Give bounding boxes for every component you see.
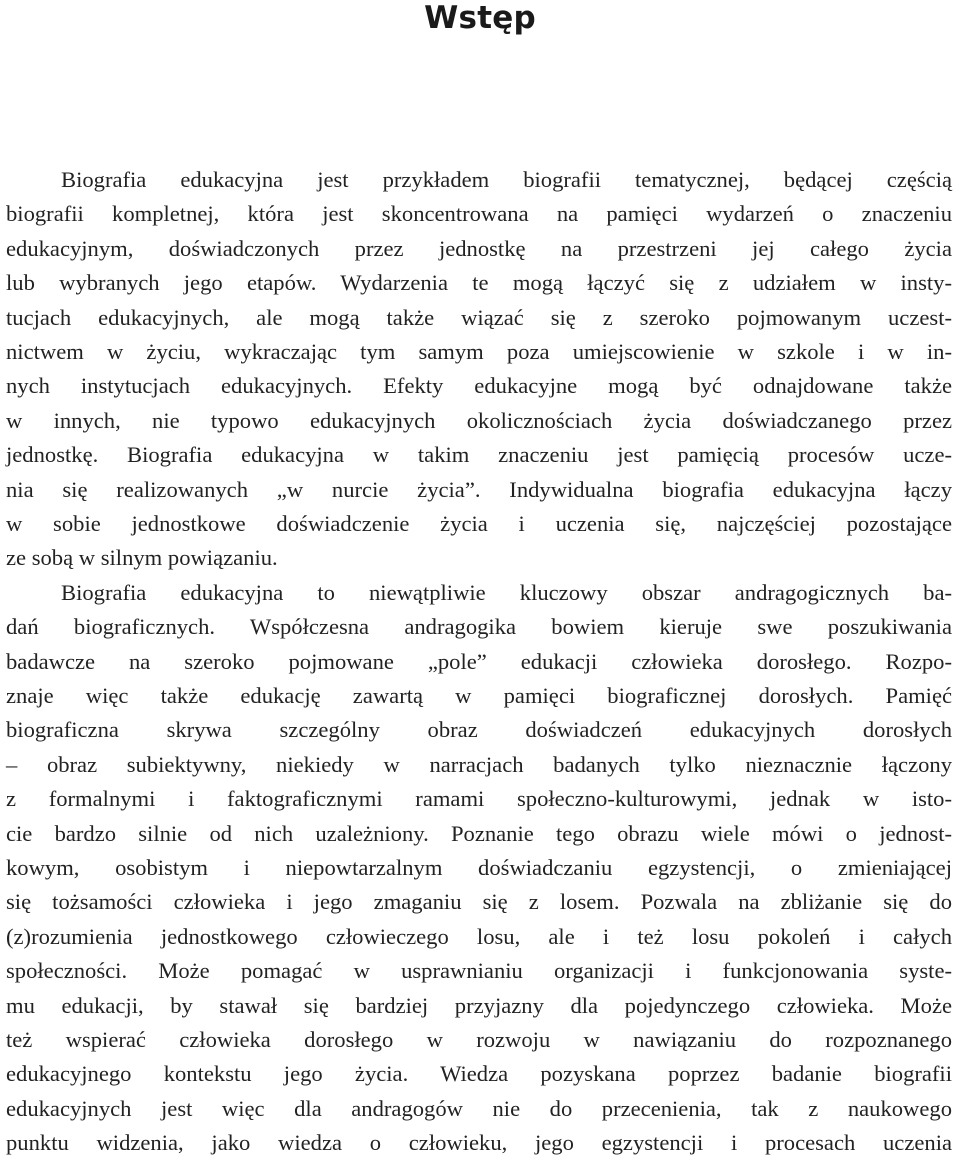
text-line: (z)rozumienia jednostkowego człowieczego losu, ale i też losu pokoleń i całych xyxy=(6,923,952,949)
text-line: nictwem w życiu, wykraczając tym samym poza umiejscowienie w szkole i w in- xyxy=(6,339,952,364)
text-line: dań biograficznych. Współczesna andragogika bowiem kieruje swe poszukiwania xyxy=(6,614,952,640)
text-line: Biografia edukacyjna jest przykładem biografii tematycznej, będącej częścią xyxy=(61,167,952,192)
text-line: się tożsamości człowieka i jego zmaganiu się z losem. Pozwala na zbliżanie się do xyxy=(6,889,952,915)
text-line: z formalnymi i faktograficznymi ramami społeczno-kulturowymi, jednak w isto- xyxy=(6,786,952,812)
text-line: lub wybranych jego etapów. Wydarzenia te mogą łączyć się z udziałem w insty- xyxy=(6,270,952,296)
text-line: cie bardzo silnie od nich uzależniony. Poznanie tego obrazu wiele mówi o jednost- xyxy=(6,820,952,846)
text-line: badawcze na szeroko pojmowane „pole” edukacji człowieka dorosłego. Rozpo- xyxy=(6,648,952,674)
text-line: nia się realizowanych „w nurcie życia”. Indywidualna biografia edukacyjna łączy xyxy=(6,476,952,502)
text-line: edukacyjnego kontekstu jego życia. Wiedza pozyskana poprzez badanie biografii xyxy=(6,1061,952,1087)
text-line: też wspierać człowieka dorosłego w rozwoju w nawiązaniu do rozpoznanego xyxy=(6,1027,952,1052)
text-line: w sobie jednostkowe doświadczenie życia i uczenia się, najczęściej pozostające xyxy=(6,511,952,536)
page-title: Wstęp xyxy=(424,0,536,36)
text-line: znaje więc także edukację zawartą w pamięci biograficznej dorosłych. Pamięć xyxy=(6,683,952,708)
text-line: kowym, osobistym i niepowtarzalnym doświadczaniu egzystencji, o zmieniającej xyxy=(6,855,952,880)
text-line: edukacyjnym, doświadczonych przez jednostkę na przestrzeni jej całego życia xyxy=(6,235,952,261)
text-line: mu edukacji, by stawał się bardziej przyjazny dla pojedynczego człowieka. Może xyxy=(6,992,952,1018)
text-line: biograficzna skrywa szczególny obraz doświadczeń edukacyjnych dorosłych xyxy=(6,717,952,743)
text-line: jednostkę. Biografia edukacyjna w takim znaczeniu jest pamięcią procesów ucze- xyxy=(6,442,952,468)
text-line: punktu widzenia, jako wiedza o człowieku, jego egzystencji i procesach uczenia xyxy=(6,1130,952,1156)
text-line: tucjach edukacyjnych, ale mogą także wiązać się z szeroko pojmowanym uczest- xyxy=(6,304,952,330)
text-line: biografii kompletnej, która jest skoncentrowana na pamięci wydarzeń o znaczeniu xyxy=(6,201,952,227)
text-line: społeczności. Może pomagać w usprawnianiu organizacji i funkcjonowania syste- xyxy=(6,958,952,984)
text-line: – obraz subiektywny, niekiedy w narracjach badanych tylko nieznacznie łączony xyxy=(6,751,952,777)
text-line: ze sobą w silnym powiązaniu. xyxy=(6,545,278,571)
text-line: nych instytucjach edukacyjnych. Efekty edukacyjne mogą być odnajdowane także xyxy=(6,373,952,399)
text-line: w innych, nie typowo edukacyjnych okolicznościach życia doświadczanego przez xyxy=(6,407,952,433)
text-line: edukacyjnych jest więc dla andragogów nie do przecenienia, tak z naukowego xyxy=(6,1095,952,1121)
text-line: Biografia edukacyjna to niewątpliwie kluczowy obszar andragogicznych ba- xyxy=(61,579,952,605)
